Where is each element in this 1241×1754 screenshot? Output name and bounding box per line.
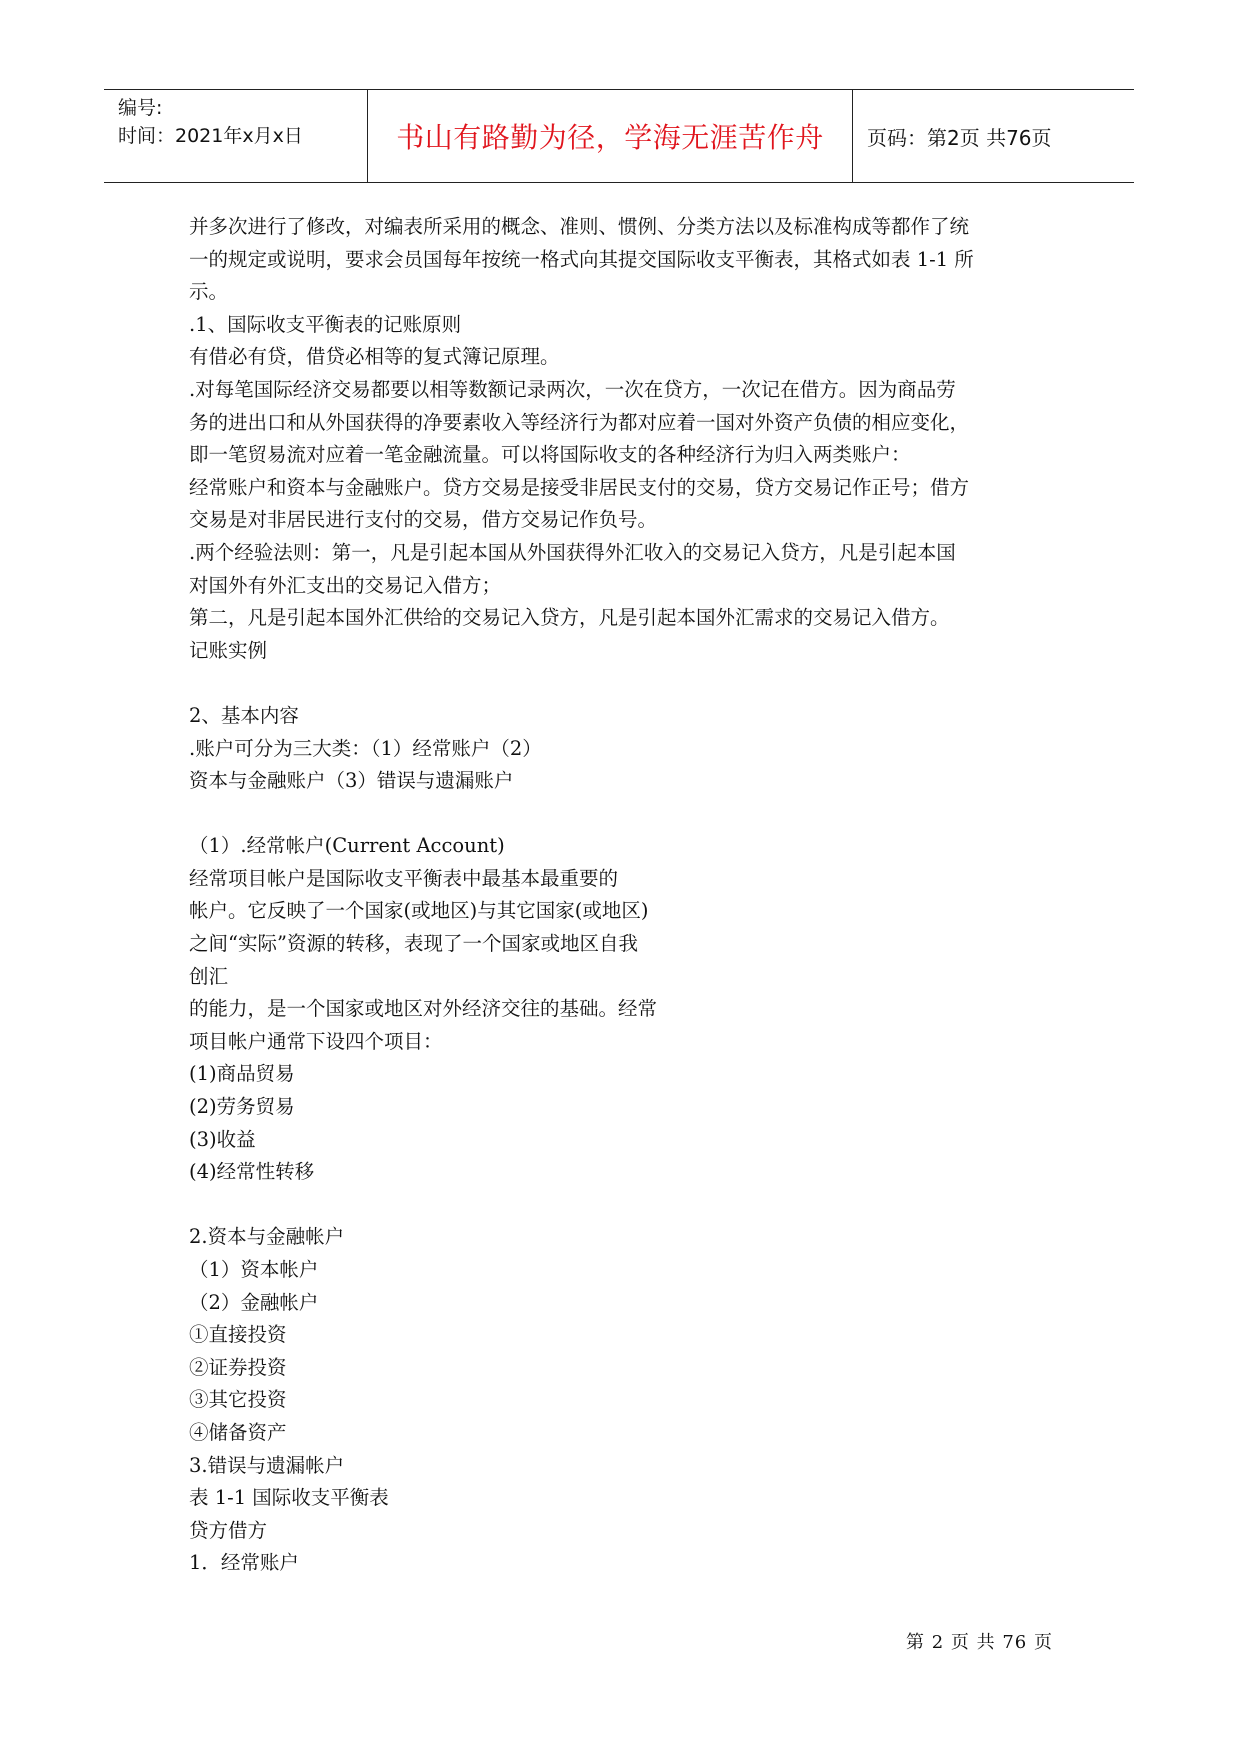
body-line: 第二，凡是引起本国外汇供给的交易记入贷方，凡是引起本国外汇需求的交易记入借方。: [189, 606, 950, 630]
list-item: ①直接投资: [189, 1323, 287, 1347]
page-footer: [906, 1628, 1053, 1654]
list-item: （1）资本帐户: [189, 1258, 319, 1281]
section-heading: 3.错误与遗漏帐户: [189, 1453, 345, 1477]
list-item: (2)劳务贸易: [189, 1095, 295, 1119]
section-heading: .1、国际收支平衡表的记账原则: [189, 312, 462, 336]
page-header: [104, 89, 1134, 183]
body-line: 项目帐户通常下设四个项目：: [189, 1029, 443, 1053]
blank-line: [189, 667, 1069, 700]
header-meta: [104, 90, 368, 182]
list-item: (4)经常性转移: [189, 1160, 315, 1184]
body-line: 帐户。它反映了一个国家(或地区)与其它国家(或地区): [189, 899, 649, 923]
motto-text: 书山有路勤为径，学海无涯苦作舟: [396, 121, 824, 154]
number-label: 编号:: [118, 97, 163, 119]
body-line: 记账实例: [189, 638, 268, 662]
list-item: (1)商品贸易: [189, 1062, 295, 1086]
table-caption: 表 1-1 国际收支平衡表: [189, 1486, 389, 1510]
body-line: 务的进出口和从外国获得的净要素收入等经济行为都对应着一国对外资产负债的相应变化，: [189, 410, 970, 434]
list-item: ④储备资产: [189, 1420, 287, 1444]
body-line: 贷方借方: [189, 1518, 268, 1542]
body-line: 即一笔贸易流对应着一笔金融流量。可以将国际收支的各种经济行为归入两类账户：: [189, 443, 911, 467]
list-item: ②证券投资: [189, 1355, 287, 1379]
body-line: 之间“实际”资源的转移，表现了一个国家或地区自我: [189, 932, 638, 956]
footer-page-number: 第 2 页 共 76 页: [906, 1632, 1053, 1653]
body-line: 资本与金融账户（3）错误与遗漏账户: [189, 769, 514, 793]
blank-line: [189, 1189, 1069, 1222]
body-line: 创汇: [189, 964, 229, 988]
section-heading: 2.资本与金融帐户: [189, 1225, 345, 1249]
body-line: .两个经验法则：第一，凡是引起本国从外国获得外汇收入的交易记入贷方，凡是引起本国: [189, 540, 956, 564]
body-line: 1．经常账户: [189, 1551, 299, 1575]
header-motto: [368, 90, 853, 182]
blank-line: [189, 798, 1069, 831]
list-item: （2）金融帐户: [189, 1290, 319, 1314]
list-item: ③其它投资: [189, 1388, 287, 1412]
body-line: 经常项目帐户是国际收支平衡表中最基本最重要的: [189, 866, 619, 890]
time-label: 时间：2021年x月x日: [118, 125, 303, 147]
body-line: 并多次进行了修改，对编表所采用的概念、准则、惯例、分类方法以及标准构成等都作了统: [189, 215, 970, 238]
document-body: [189, 211, 1069, 1580]
body-line: 示。: [189, 280, 229, 304]
body-line: .账户可分为三大类：（1）经常账户（2）: [189, 736, 542, 760]
body-line: 有借必有贷，借贷必相等的复式簿记原理。: [189, 345, 560, 369]
body-line: 一的规定或说明，要求会员国每年按统一格式向其提交国际收支平衡表，其格式如表 1-1 所: [189, 247, 974, 271]
body-line: 对国外有外汇支出的交易记入借方；: [189, 573, 502, 597]
body-line: 交易是对非居民进行支付的交易，借方交易记作负号。: [189, 508, 658, 532]
section-heading: （1）.经常帐户(Current Account): [189, 834, 505, 858]
section-heading: 2、基本内容: [189, 703, 299, 727]
body-line: 的能力，是一个国家或地区对外经济交往的基础。经常: [189, 997, 658, 1021]
list-item: (3)收益: [189, 1127, 256, 1151]
page-label: 页码：第2页 共76页: [867, 125, 1052, 150]
header-page-info: [853, 90, 1134, 182]
body-line: 经常账户和资本与金融账户。贷方交易是接受非居民支付的交易，贷方交易记作正号；借方: [189, 475, 970, 499]
body-line: .对每笔国际经济交易都要以相等数额记录两次，一次在贷方，一次记在借方。因为商品劳: [189, 377, 956, 401]
